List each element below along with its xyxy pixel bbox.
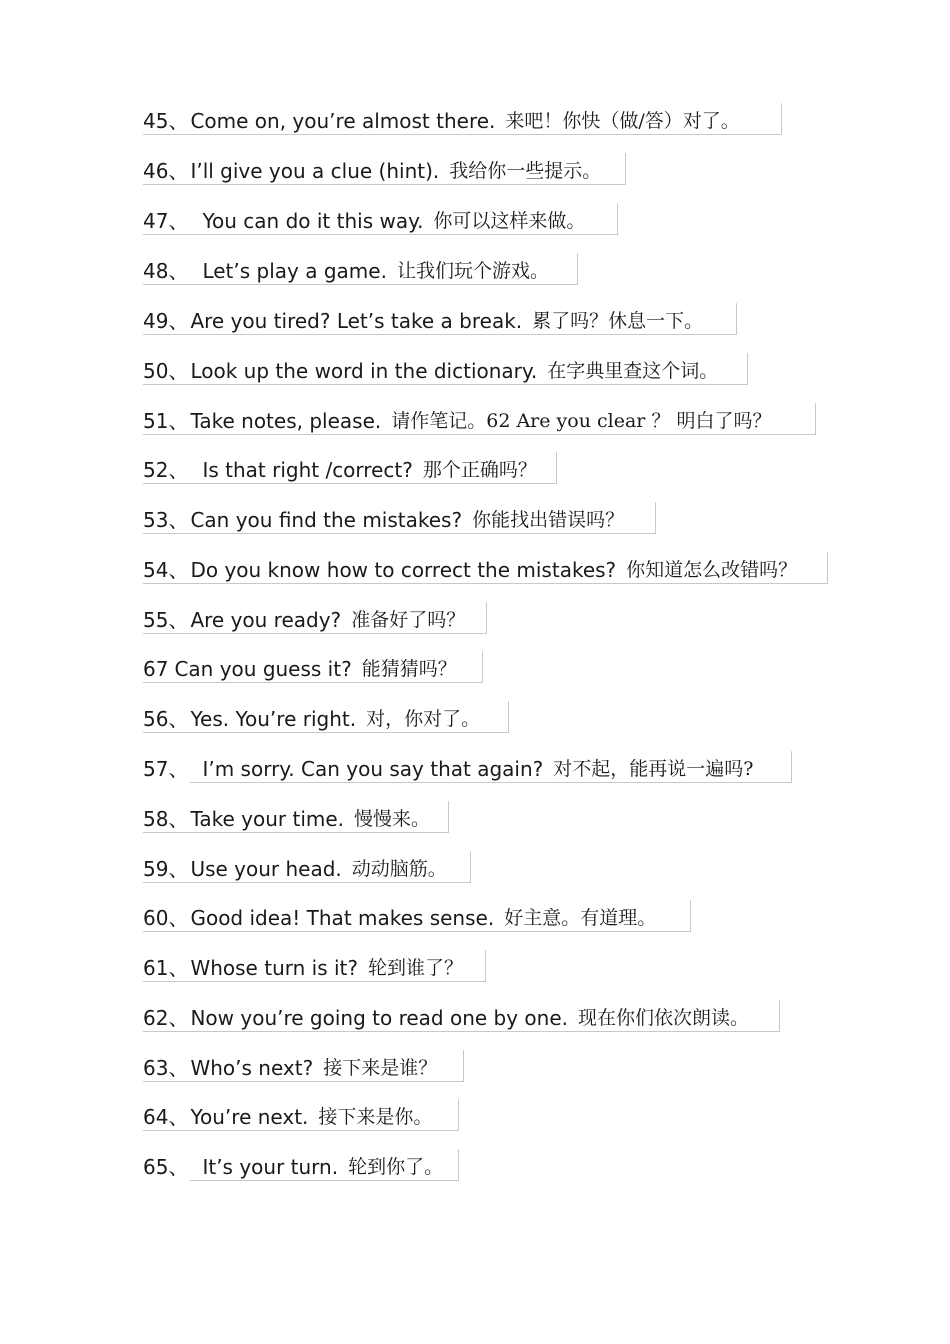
phrase-row-56 xyxy=(143,704,509,734)
item-number: 47、 xyxy=(143,209,189,233)
item-number: 52、 xyxy=(143,458,189,482)
chinese-translation: 累了吗？休息一下。 xyxy=(532,309,704,332)
item-number: 58、 xyxy=(143,807,189,831)
item-number: 62、 xyxy=(143,1006,189,1030)
phrase-row-64 xyxy=(143,1102,459,1132)
item-number: 65、 xyxy=(143,1155,189,1179)
english-phrase: Whose turn is it? xyxy=(190,956,358,980)
phrase-row-61 xyxy=(143,953,486,983)
english-phrase: You’re next. xyxy=(190,1105,309,1129)
phrase-row-45 xyxy=(143,106,782,136)
item-number: 50、 xyxy=(143,359,189,383)
item-number: 46、 xyxy=(143,159,189,183)
phrase-row-58 xyxy=(143,804,449,834)
english-phrase: Is that right /correct? xyxy=(202,458,413,482)
phrase-row-62 xyxy=(143,1003,780,1033)
chinese-translation: 慢慢来。 xyxy=(354,807,431,830)
phrase-row-51 xyxy=(143,406,816,436)
chinese-translation: 轮到谁了？ xyxy=(368,956,464,979)
phrase-row-57 xyxy=(143,754,792,784)
item-number: 64、 xyxy=(143,1105,189,1129)
item-number: 48、 xyxy=(143,259,189,283)
phrase-row-49 xyxy=(143,306,737,336)
item-number: 59、 xyxy=(143,857,189,881)
item-number: 45、 xyxy=(143,109,189,133)
english-phrase: Can you guess it? xyxy=(174,657,352,681)
chinese-translation: 来吧！你快（做/答）对了。 xyxy=(505,109,740,132)
english-phrase: I’m sorry. Can you say that again? xyxy=(202,757,544,781)
chinese-translation: 准备好了吗？ xyxy=(351,608,466,631)
item-number: 55、 xyxy=(143,608,189,632)
chinese-translation: 能猜猜吗？ xyxy=(361,657,457,680)
phrase-row-65 xyxy=(143,1152,459,1182)
chinese-translation: 你可以这样来做。 xyxy=(433,209,586,232)
phrase-row-55 xyxy=(143,605,487,635)
phrase-row-60 xyxy=(143,903,691,933)
chinese-translation: 你能找出错误吗？ xyxy=(472,508,625,531)
chinese-translation: 让我们玩个游戏。 xyxy=(396,259,549,282)
english-phrase: You can do it this way. xyxy=(202,209,424,233)
phrase-row-63 xyxy=(143,1053,464,1083)
english-phrase: Are you tired? Let’s take a break. xyxy=(190,309,523,333)
phrase-row-67 xyxy=(143,654,483,684)
item-number: 61、 xyxy=(143,956,189,980)
chinese-translation: 接下来是你。 xyxy=(318,1105,433,1128)
chinese-translation: 请作笔记。62 Are you clear ？ 明白了吗？ xyxy=(391,409,772,432)
chinese-translation: 对不起，能再说一遍吗? xyxy=(553,757,754,780)
english-phrase: I’ll give you a clue (hint). xyxy=(190,159,440,183)
english-phrase: Are you ready? xyxy=(190,608,342,632)
english-phrase: Take notes, please. xyxy=(190,409,382,433)
phrase-row-54 xyxy=(143,555,828,585)
chinese-translation: 轮到你了。 xyxy=(348,1155,444,1178)
chinese-translation: 好主意。有道理。 xyxy=(504,906,657,929)
english-phrase: Come on, you’re almost there. xyxy=(190,109,496,133)
english-phrase: Take your time. xyxy=(190,807,345,831)
chinese-translation: 在字典里查这个词。 xyxy=(547,359,719,382)
phrase-row-59 xyxy=(143,854,471,884)
english-phrase: Do you know how to correct the mistakes? xyxy=(190,558,617,582)
english-phrase: Let’s play a game. xyxy=(202,259,387,283)
english-phrase: Now you’re going to read one by one. xyxy=(190,1006,569,1030)
phrase-row-52 xyxy=(143,455,557,485)
item-number: 51、 xyxy=(143,409,189,433)
phrase-row-53 xyxy=(143,505,656,535)
english-phrase: Yes. You’re right. xyxy=(190,707,357,731)
item-number: 49、 xyxy=(143,309,189,333)
english-phrase: Good idea! That makes sense. xyxy=(190,906,495,930)
chinese-translation: 接下来是谁？ xyxy=(323,1056,438,1079)
chinese-translation: 对，你对了。 xyxy=(366,707,481,730)
english-phrase: Can you find the mistakes? xyxy=(190,508,463,532)
item-number: 60、 xyxy=(143,906,189,930)
phrase-row-50 xyxy=(143,356,748,386)
chinese-translation: 你知道怎么改错吗？ xyxy=(626,558,798,581)
item-number: 67 xyxy=(143,657,169,681)
item-number: 57、 xyxy=(143,757,189,781)
phrase-row-48 xyxy=(143,256,578,286)
item-number: 63、 xyxy=(143,1056,189,1080)
chinese-translation: 那个正确吗？ xyxy=(422,458,537,481)
chinese-translation: 动动脑筋。 xyxy=(351,857,447,880)
english-phrase: Look up the word in the dictionary. xyxy=(190,359,538,383)
phrase-row-46 xyxy=(143,156,626,186)
phrase-row-47 xyxy=(143,206,618,236)
chinese-translation: 现在你们依次朗读。 xyxy=(578,1006,750,1029)
english-phrase: It’s your turn. xyxy=(202,1155,339,1179)
item-number: 54、 xyxy=(143,558,189,582)
item-number: 56、 xyxy=(143,707,189,731)
english-phrase: Who’s next? xyxy=(190,1056,314,1080)
english-phrase: Use your head. xyxy=(190,857,342,881)
item-number: 53、 xyxy=(143,508,189,532)
chinese-translation: 我给你一些提示。 xyxy=(449,159,602,182)
